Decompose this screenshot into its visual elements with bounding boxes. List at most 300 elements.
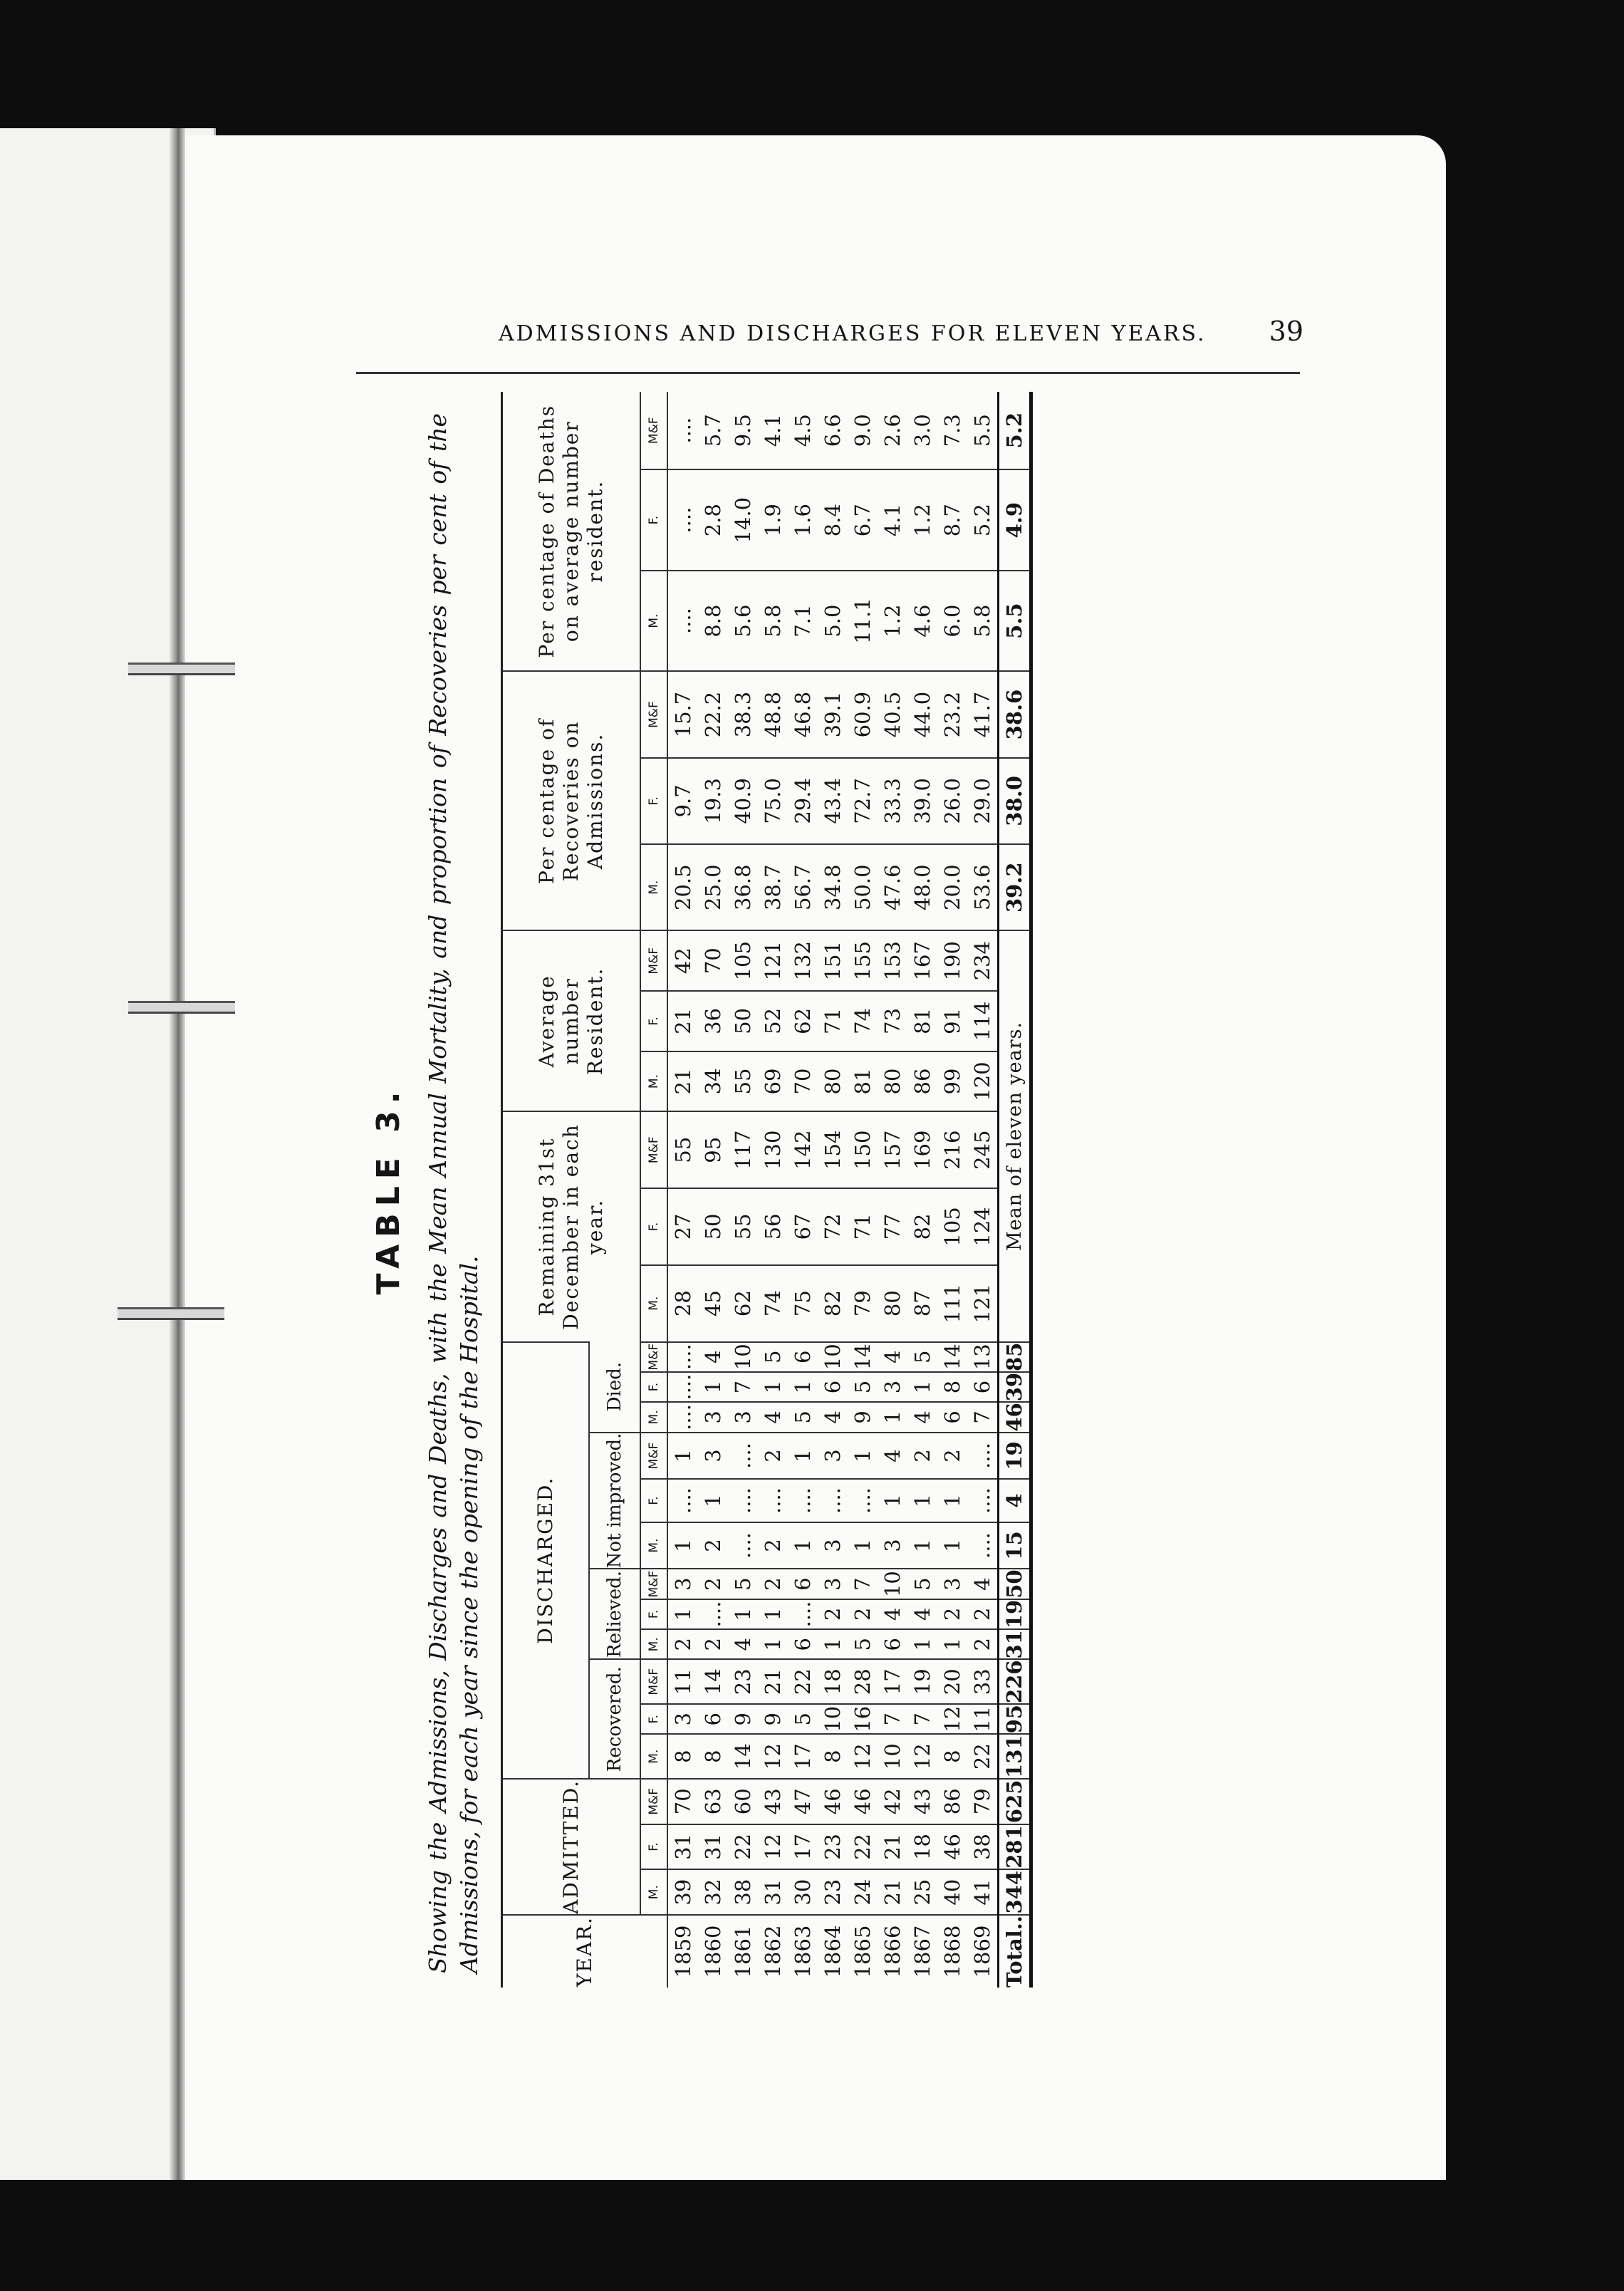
total-label: Total.. [999,1915,1031,1988]
table-cell: 1 [848,1433,878,1480]
table-cell: 62 [728,1265,758,1342]
table-cell: 41.7 [967,671,999,757]
table-cell: 2 [698,1569,728,1599]
year-cell: 1864 [818,1915,848,1988]
table-cell: 3 [818,1522,848,1569]
table-cell: 4 [878,1433,907,1480]
sex-subheader: F. [640,991,667,1051]
table-cell: 117 [728,1111,758,1188]
mean-cell: 38.6 [999,671,1031,757]
table-cell: 55 [728,1188,758,1265]
sex-subheader: M&F [640,1433,667,1480]
table-cell: 6 [788,1342,818,1372]
year-cell: 1859 [667,1915,698,1988]
table-cell: 8.7 [937,469,967,570]
table-cell: 21 [878,1869,907,1915]
year-cell: 1868 [937,1915,967,1988]
table-cell: 50 [698,1188,728,1265]
mean-cell: 39.2 [999,844,1031,930]
table-cell: 7 [878,1704,907,1734]
table-cell: 60.9 [848,671,878,757]
table-cell: .... [667,1402,698,1432]
page-gutter [170,128,185,2180]
total-cell: 4 [999,1479,1031,1522]
table-cell: 22.2 [698,671,728,757]
table-cell: 55 [667,1111,698,1188]
table-cell: 38.7 [758,844,788,930]
table-cell: 14 [848,1342,878,1372]
sex-subheader: M&F [640,1659,667,1704]
table-cell: 46.8 [788,671,818,757]
table-cell: 1 [788,1522,818,1569]
table-cell: 4.6 [907,571,937,671]
table-cell: 245 [967,1111,999,1188]
sex-subheader: M&F [640,1342,667,1372]
total-cell: 131 [999,1734,1031,1779]
table-cell: 75.0 [758,758,788,844]
table-cell: 9.5 [731,414,755,447]
table-cell: 22 [788,1659,818,1704]
table-cell: .... [788,1599,818,1629]
table-cell: 79 [967,1779,999,1824]
table-cell: 1 [937,1522,967,1569]
table-cell: 167 [907,930,937,991]
table-cell: 60 [728,1779,758,1824]
table-cell: 48.8 [758,671,788,757]
table-cell: 44.0 [907,671,937,757]
table-cell: 4 [967,1569,999,1599]
table-cell: 25.0 [698,844,728,930]
table-cell: 5.0 [818,571,848,671]
admitted-header: ADMITTED. [502,1779,641,1915]
table-cell: 19 [907,1659,937,1704]
table-cell: 28 [848,1659,878,1704]
table-cell: 6.6 [821,414,845,447]
table-row [907,392,937,1988]
table-cell: 9 [848,1402,878,1432]
table-cell: 10 [818,1342,848,1372]
table-body [667,392,1031,1988]
table-cell: .... [788,1479,818,1522]
table-cell: 46 [937,1824,967,1870]
table-cell: 38.3 [728,671,758,757]
table-cell: 2.8 [698,469,728,570]
table-cell: 1 [907,1372,937,1402]
table-cell: 6.0 [937,571,967,671]
table-cell: 1 [818,1629,848,1659]
table-cell: 82 [907,1188,937,1265]
year-cell: 1869 [967,1915,999,1988]
table-cell: 8.8 [698,571,728,671]
running-title: ADMISSIONS AND DISCHARGES FOR ELEVEN YEARS. [499,321,1207,346]
table-cell: 3 [878,1372,907,1402]
table-cell: 6 [967,1372,999,1402]
remaining-header: Remaining 31st December in each year. [502,1111,641,1341]
table-cell: 7 [967,1402,999,1432]
table-cell: 31 [667,1824,698,1870]
total-cell: 281 [999,1824,1031,1870]
year-cell: 1862 [758,1915,788,1988]
total-cell: 344 [999,1869,1031,1915]
table-cell: 5.5 [970,414,994,447]
table-cell: 63 [698,1779,728,1824]
sex-subheader: F. [640,1188,667,1265]
not-improved-header: Not improved. [589,1433,640,1569]
table-cell: .... [967,1433,999,1480]
table-cell: 1 [907,1479,937,1522]
table-cell: 80 [878,1265,907,1342]
table-cell: 1 [758,1599,788,1629]
table-cell: 39.1 [818,671,848,757]
table-cell: 216 [937,1111,967,1188]
table-cell: 86 [907,1051,937,1112]
binding-stitch [118,1307,224,1320]
table-cell: 99 [937,1051,967,1112]
table-cell: .... [728,1479,758,1522]
table-cell: 55 [728,1051,758,1112]
table-cell: 17 [788,1824,818,1870]
table-caption: Showing the Admissions, Discharges and Deaths, with the Mean Annual Mortality, and proportion of Recoveries per cent of the Admissions, for each year since the opening of the Hospital. [424,413,483,1973]
table-cell: 1.6 [788,469,818,570]
table-cell: 18 [818,1659,848,1704]
table-cell: 2 [937,1433,967,1480]
table-cell: .... [667,571,698,671]
table-cell: .... [667,1372,698,1402]
table-cell: 121 [967,1265,999,1342]
table-cell: 62 [788,991,818,1051]
table-cell: 190 [937,930,967,991]
year-cell: 1863 [788,1915,818,1988]
table-cell: 80 [878,1051,907,1112]
table-cell: 111 [937,1265,967,1342]
table-cell: .... [671,417,695,444]
table-cell: 1 [848,1522,878,1569]
table-cell: 20.5 [667,844,698,930]
table-cell: 23 [728,1659,758,1704]
table-cell: 72.7 [848,758,878,844]
table-cell: 5.2 [967,469,999,570]
table-cell: 22 [848,1824,878,1870]
table-cell: .... [818,1479,848,1522]
table-cell: 17 [788,1734,818,1779]
table-cell: 12 [848,1734,878,1779]
table-cell: 155 [848,930,878,991]
table-cell: 40.5 [878,671,907,757]
table-cell: .... [728,1433,758,1480]
table-cell: 21 [758,1659,788,1704]
table-row [728,392,758,1988]
table-cell: 9 [758,1704,788,1734]
table-cell: 81 [848,1051,878,1112]
mean-cell: 5.5 [999,571,1031,671]
table-cell: 1 [878,1479,907,1522]
header-rule [356,372,1300,374]
table-title: TABLE 3. [370,1084,407,1295]
total-cell: 625 [999,1779,1031,1824]
table-cell: 4 [878,1599,907,1629]
table-cell: 42 [667,930,698,991]
table-cell: 19.3 [698,758,728,844]
sex-subheader-row [640,392,667,1988]
table-cell: 36.8 [728,844,758,930]
table-row [698,392,728,1988]
total-cell: 19 [999,1599,1031,1629]
table-cell: 2 [818,1599,848,1629]
table-cell: 5.8 [967,571,999,671]
table-cell: 3 [698,1402,728,1432]
table-cell: .... [848,1479,878,1522]
table-cell: 1 [907,1522,937,1569]
table-cell: 20 [937,1659,967,1704]
table-cell: .... [728,1522,758,1569]
table-cell: 82 [818,1265,848,1342]
sex-subheader: F. [640,1704,667,1734]
table-cell: .... [667,469,698,570]
table-cell: 21 [667,1051,698,1112]
table-cell: 121 [758,930,788,991]
table-cell: 9.0 [850,414,875,447]
table-cell: 3 [937,1569,967,1599]
pct-recoveries-header: Per centage of Recoveries on Admissions. [502,671,641,930]
table-cell: 9.7 [667,758,698,844]
table-cell: 1 [728,1599,758,1629]
table-cell: 10 [728,1342,758,1372]
table-cell: 2 [967,1599,999,1629]
table-cell: 169 [907,1111,937,1188]
total-cell: 15 [999,1522,1031,1569]
table-cell: 11.1 [848,571,878,671]
table-cell: 12 [937,1704,967,1734]
table-cell: 6 [788,1629,818,1659]
table-cell: 157 [878,1111,907,1188]
table-cell: .... [667,1479,698,1522]
table-cell: 1 [667,1433,698,1480]
table-cell: 1 [698,1372,728,1402]
table-cell: 8 [937,1734,967,1779]
table-cell: 151 [818,930,848,991]
table-cell: 105 [728,930,758,991]
table-cell: .... [667,1342,698,1372]
table-cell: 74 [758,1265,788,1342]
table-cell: 40.9 [728,758,758,844]
table-cell: 2 [758,1569,788,1599]
sex-subheader: M&F [640,1779,667,1824]
year-header: YEAR. [502,1915,668,1988]
table-cell: 67 [788,1188,818,1265]
table-cell: 1 [667,1599,698,1629]
table-cell: 33 [967,1659,999,1704]
table-cell: 5 [788,1704,818,1734]
table-cell: 23 [818,1824,848,1870]
total-cell: 95 [999,1704,1031,1734]
table-cell: 15.7 [667,671,698,757]
table-cell: 7.3 [940,414,964,447]
table-cell: 33.3 [878,758,907,844]
table-cell: 79 [848,1265,878,1342]
table-cell: 124 [967,1188,999,1265]
table-cell: 52 [758,991,788,1051]
table-cell: 34 [698,1051,728,1112]
table-cell: 4 [698,1342,728,1372]
discharged-header: DISCHARGED. [502,1342,590,1779]
sex-subheader: M. [640,844,667,930]
sex-subheader: F. [640,758,667,844]
table-cell: 45 [698,1265,728,1342]
table-cell: 46 [818,1779,848,1824]
sex-subheader: M. [640,1869,667,1915]
table-cell: 13 [967,1342,999,1372]
total-cell: 226 [999,1659,1031,1704]
table-cell: 43.4 [818,758,848,844]
table-cell: 10 [878,1734,907,1779]
table-cell: 7 [848,1569,878,1599]
table-cell: 6 [937,1402,967,1432]
table-cell: 7 [907,1704,937,1734]
table-cell: 5 [907,1569,937,1599]
rotated-table-block [356,385,1289,1995]
table-cell: 1 [758,1629,788,1659]
table-cell: 3.0 [910,414,935,447]
table-cell: 71 [848,1188,878,1265]
table-cell: 12 [758,1824,788,1870]
table-cell: 4 [878,1342,907,1372]
table-cell: 5 [907,1342,937,1372]
table-cell: 23 [818,1869,848,1915]
sex-subheader: M&F [640,1111,667,1188]
total-row [999,392,1031,1988]
table-cell: 24 [848,1869,878,1915]
table-cell: 5.6 [728,571,758,671]
table-cell: 47.6 [878,844,907,930]
table-cell: 14 [728,1734,758,1779]
sex-subheader: M. [640,1051,667,1112]
table-cell: 70 [698,930,728,991]
table-cell: 56 [758,1188,788,1265]
table-cell: 8 [818,1734,848,1779]
table-cell: .... [967,1522,999,1569]
table-cell: 132 [788,930,818,991]
table-cell: 4.5 [791,414,815,447]
table-cell: 70 [667,1779,698,1824]
total-cell: 39 [999,1372,1031,1402]
table-cell: 34.8 [818,844,848,930]
table-cell: 130 [758,1111,788,1188]
table-cell: 1 [937,1629,967,1659]
table-cell: 38 [967,1824,999,1870]
table-cell: 23.2 [937,671,967,757]
table-row [788,392,818,1988]
table-cell: 32 [698,1869,728,1915]
table-cell: 31 [698,1824,728,1870]
sex-subheader: M. [640,1629,667,1659]
table-cell: 17 [878,1659,907,1704]
table-cell: 43 [907,1779,937,1824]
table-cell: 50 [728,991,758,1051]
table-cell: 16 [848,1704,878,1734]
table-cell: 11 [967,1704,999,1734]
table-cell: 30 [788,1869,818,1915]
table-cell: 8 [698,1734,728,1779]
table-cell: 3 [667,1569,698,1599]
mean-label: Mean of eleven years. [999,930,1031,1341]
table-row [967,392,999,1988]
total-cell: 19 [999,1433,1031,1480]
sex-subheader: M. [640,1522,667,1569]
table-cell: 7 [728,1372,758,1402]
table-cell: 120 [967,1051,999,1112]
sex-subheader: F. [640,1824,667,1870]
sex-subheader: F. [640,1599,667,1629]
table-cell: 40 [937,1869,967,1915]
table-cell: 72 [818,1188,848,1265]
table-cell: 20.0 [937,844,967,930]
table-cell: 4 [818,1402,848,1432]
table-cell: 6 [788,1569,818,1599]
table-cell: 2 [937,1599,967,1629]
table-cell: 2.6 [880,414,905,447]
table-cell: 2 [967,1629,999,1659]
table-cell: 56.7 [788,844,818,930]
table-cell: .... [698,1599,728,1629]
sex-subheader: M. [640,571,667,671]
sex-subheader: F. [640,1372,667,1402]
table-cell: 1.2 [878,571,907,671]
year-cell: 1861 [728,1915,758,1988]
table-cell: 18 [907,1824,937,1870]
table-cell: .... [758,1479,788,1522]
table-cell: 14 [698,1659,728,1704]
table-cell: 4 [758,1402,788,1432]
table-cell: 114 [967,991,999,1051]
table-cell: 9 [728,1704,758,1734]
table-cell: 31 [758,1869,788,1915]
table-cell: 39 [667,1869,698,1915]
table-cell: 22 [728,1824,758,1870]
table-cell: 2 [698,1629,728,1659]
table-cell: 11 [667,1659,698,1704]
table-cell: 1 [698,1479,728,1522]
table-cell: 8.4 [818,469,848,570]
sex-subheader: M. [640,1734,667,1779]
table-row [667,392,698,1988]
table-cell: 4 [907,1599,937,1629]
table-cell: 1 [878,1402,907,1432]
table-cell: 29.0 [967,758,999,844]
statistics-table [501,392,1033,1988]
table-cell: 41 [967,1869,999,1915]
table-cell: 73 [878,991,907,1051]
died-header: Died. [589,1342,640,1433]
total-cell: 46 [999,1402,1031,1432]
table-cell: 3 [667,1704,698,1734]
table-cell: 5 [848,1372,878,1402]
table-cell: 7.1 [788,571,818,671]
table-cell: 150 [848,1111,878,1188]
table-cell: 29.4 [788,758,818,844]
table-cell: 142 [788,1111,818,1188]
table-cell: 8 [937,1372,967,1402]
table-cell: 27 [667,1188,698,1265]
sex-subheader: M. [640,1402,667,1432]
table-cell: 3 [818,1433,848,1480]
table-cell: 4 [907,1402,937,1432]
table-cell: 6.7 [848,469,878,570]
average-header: Average number Resident. [502,930,641,1111]
table-cell: 234 [967,930,999,991]
pct-deaths-header: Per centage of Deaths on average number resident. [502,392,641,671]
table-cell: 28 [667,1265,698,1342]
table-cell: 14 [937,1342,967,1372]
